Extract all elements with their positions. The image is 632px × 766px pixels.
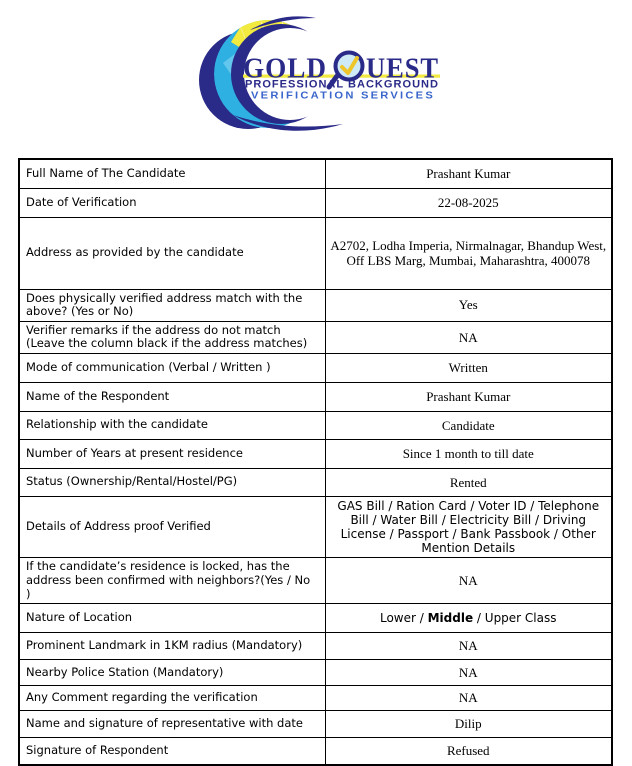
nature-selected: Middle (427, 610, 474, 625)
tagline-line2: VERIFICATION SERVICES (251, 90, 435, 102)
field-value: Rented (325, 468, 612, 496)
field-value: Written (325, 353, 612, 382)
field-value: NA (325, 321, 612, 353)
field-value: Prashant Kumar (325, 159, 612, 188)
table-row (19, 496, 612, 558)
field-label: Full Name of The Candidate (19, 159, 325, 188)
field-value: NA (325, 686, 612, 711)
field-value: Prashant Kumar (325, 382, 612, 411)
table-row (19, 382, 612, 411)
table-row (19, 289, 612, 321)
field-label: Verifier remarks if the address do not match (Leave the column black if the address matches) (19, 321, 325, 353)
field-label: Prominent Landmark in 1KM radius (Mandatory) (19, 633, 325, 660)
table-row (19, 159, 612, 188)
field-value: GAS Bill / Ration Card / Voter ID / Telephone Bill / Water Bill / Electricity Bill / Driving License / Passport / Bank Passbook / Other Mention Details (325, 496, 612, 558)
field-value: Candidate (325, 411, 612, 439)
field-value: NA (325, 633, 612, 660)
table-row (19, 188, 612, 217)
brand-text-gold: GOLD (243, 53, 327, 85)
nature-prefix: Lower / (379, 610, 428, 625)
table-row (19, 217, 612, 289)
table-row (19, 711, 612, 738)
field-label: Nature of Location (19, 604, 325, 633)
field-label: Status (Ownership/Rental/Hostel/PG) (19, 468, 325, 496)
field-value: 22-08-2025 (325, 188, 612, 217)
field-label: Date of Verification (19, 188, 325, 217)
table-row (19, 468, 612, 496)
table-row (19, 439, 612, 468)
table-row (19, 738, 612, 765)
field-label: If the candidate’s residence is locked, has the address been confirmed with neighbors?(Yes / No ) (19, 558, 325, 604)
field-value: Since 1 month to till date (325, 439, 612, 468)
table-row (19, 686, 612, 711)
table-row (19, 633, 612, 660)
verification-table (18, 158, 613, 766)
field-label: Nearby Police Station (Mandatory) (19, 660, 325, 686)
field-value: NA (325, 558, 612, 604)
field-label: Mode of communication (Verbal / Written ) (19, 353, 325, 382)
field-value: Refused (325, 738, 612, 765)
field-label: Name of the Respondent (19, 382, 325, 411)
field-label: Does physically verified address match with the above? (Yes or No) (19, 289, 325, 321)
field-label: Address as provided by the candidate (19, 217, 325, 289)
goldquest-logo (181, 8, 451, 146)
goldquest-logo-graphic (181, 8, 451, 143)
field-value: NA (325, 660, 612, 686)
table-row (19, 321, 612, 353)
field-value (325, 604, 612, 633)
tagline-line1: PROFESSIONAL BACKGROUND (245, 78, 439, 91)
field-value: A2702, Lodha Imperia, Nirmalnagar, Bhandup West, Off LBS Marg, Mumbai, Maharashtra, 400078 (325, 217, 612, 289)
table-row (19, 411, 612, 439)
table-row (19, 604, 612, 633)
table-row (19, 660, 612, 686)
table-row (19, 353, 612, 382)
field-label: Number of Years at present residence (19, 439, 325, 468)
nature-suffix: / Upper Class (473, 610, 557, 625)
field-label: Signature of Respondent (19, 738, 325, 765)
field-value: Dilip (325, 711, 612, 738)
field-label: Relationship with the candidate (19, 411, 325, 439)
field-label: Name and signature of representative with date (19, 711, 325, 738)
table-row (19, 558, 612, 604)
field-label: Any Comment regarding the verification (19, 686, 325, 711)
brand-text-uest: UEST (366, 53, 439, 85)
field-label: Details of Address proof Verified (19, 496, 325, 558)
field-value: Yes (325, 289, 612, 321)
